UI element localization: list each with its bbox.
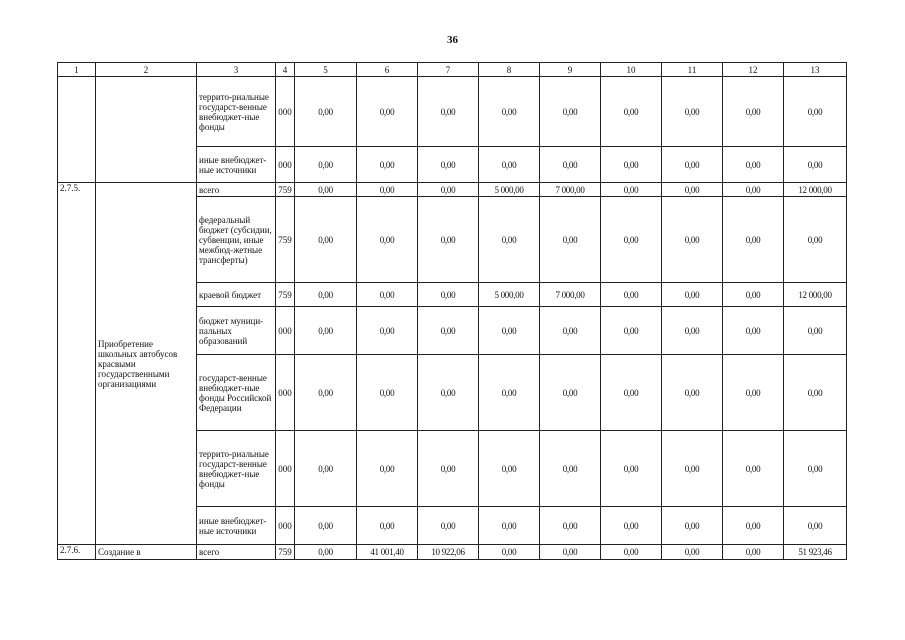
column-header: 7 bbox=[418, 63, 479, 77]
value-cell: 0,00 bbox=[479, 545, 540, 560]
value-cell: 0,00 bbox=[662, 77, 723, 147]
value-cell: 0,00 bbox=[723, 545, 784, 560]
value-cell: 7 000,00 bbox=[540, 283, 601, 307]
code-cell: 000 bbox=[276, 307, 295, 355]
value-cell: 0,00 bbox=[418, 283, 479, 307]
funding-source: федеральный бюджет (субсидии, субвенции, иные межбюд-жетные трансферты) bbox=[197, 197, 276, 283]
value-cell: 0,00 bbox=[784, 147, 847, 183]
value-cell: 0,00 bbox=[418, 197, 479, 283]
value-cell: 0,00 bbox=[784, 197, 847, 283]
value-cell: 0,00 bbox=[723, 283, 784, 307]
funding-source: иные внебюджет-ные источники bbox=[197, 507, 276, 545]
code-cell bbox=[58, 77, 96, 183]
value-cell: 0,00 bbox=[540, 507, 601, 545]
value-cell: 0,00 bbox=[295, 197, 357, 283]
value-cell: 7 000,00 bbox=[540, 183, 601, 197]
value-cell: 41 001,40 bbox=[357, 545, 418, 560]
table-row bbox=[58, 77, 847, 147]
value-cell: 0,00 bbox=[295, 431, 357, 507]
funding-source: иные внебюджет-ные источники bbox=[197, 147, 276, 183]
value-cell: 0,00 bbox=[723, 507, 784, 545]
value-cell: 0,00 bbox=[540, 147, 601, 183]
table-row bbox=[58, 183, 847, 197]
value-cell: 0,00 bbox=[479, 307, 540, 355]
value-cell: 0,00 bbox=[540, 197, 601, 283]
value-cell: 0,00 bbox=[784, 77, 847, 147]
value-cell: 0,00 bbox=[540, 431, 601, 507]
code-cell: 759 bbox=[276, 545, 295, 560]
value-cell: 0,00 bbox=[540, 545, 601, 560]
code-cell: 000 bbox=[276, 431, 295, 507]
value-cell: 0,00 bbox=[601, 431, 662, 507]
funding-source: бюджет муници-пальных образований bbox=[197, 307, 276, 355]
value-cell: 0,00 bbox=[357, 355, 418, 431]
value-cell: 0,00 bbox=[357, 307, 418, 355]
value-cell: 0,00 bbox=[357, 197, 418, 283]
value-cell: 0,00 bbox=[601, 77, 662, 147]
code-cell: 000 bbox=[276, 507, 295, 545]
column-header: 8 bbox=[479, 63, 540, 77]
value-cell: 0,00 bbox=[357, 77, 418, 147]
value-cell: 0,00 bbox=[295, 283, 357, 307]
value-cell: 0,00 bbox=[479, 355, 540, 431]
funding-source: террито-риальные государст-венные внебюджет-ные фонды bbox=[197, 77, 276, 147]
item-code: 2.7.6. bbox=[58, 545, 96, 560]
value-cell: 0,00 bbox=[723, 431, 784, 507]
value-cell: 0,00 bbox=[601, 307, 662, 355]
value-cell: 0,00 bbox=[418, 507, 479, 545]
value-cell: 0,00 bbox=[295, 183, 357, 197]
value-cell: 0,00 bbox=[662, 147, 723, 183]
code-cell: 759 bbox=[276, 183, 295, 197]
page-number: 36 bbox=[447, 34, 458, 46]
value-cell: 0,00 bbox=[723, 147, 784, 183]
value-cell: 0,00 bbox=[723, 183, 784, 197]
value-cell: 0,00 bbox=[601, 507, 662, 545]
value-cell: 0,00 bbox=[357, 431, 418, 507]
value-cell: 0,00 bbox=[295, 545, 357, 560]
value-cell: 5 000,00 bbox=[479, 283, 540, 307]
value-cell: 0,00 bbox=[601, 183, 662, 197]
code-cell: 000 bbox=[276, 355, 295, 431]
value-cell: 0,00 bbox=[295, 147, 357, 183]
value-cell: 0,00 bbox=[418, 355, 479, 431]
table-row bbox=[58, 545, 847, 560]
value-cell: 0,00 bbox=[723, 307, 784, 355]
value-cell: 0,00 bbox=[295, 507, 357, 545]
value-cell: 0,00 bbox=[295, 307, 357, 355]
value-cell: 0,00 bbox=[601, 283, 662, 307]
value-cell: 0,00 bbox=[418, 431, 479, 507]
funding-source: всего bbox=[197, 183, 276, 197]
value-cell: 5 000,00 bbox=[479, 183, 540, 197]
value-cell: 0,00 bbox=[723, 77, 784, 147]
value-cell: 0,00 bbox=[418, 307, 479, 355]
value-cell: 0,00 bbox=[662, 507, 723, 545]
value-cell: 0,00 bbox=[662, 545, 723, 560]
name-cell bbox=[96, 77, 197, 183]
value-cell: 12 000,00 bbox=[784, 183, 847, 197]
value-cell: 0,00 bbox=[357, 507, 418, 545]
value-cell: 0,00 bbox=[601, 545, 662, 560]
column-header: 12 bbox=[723, 63, 784, 77]
value-cell: 51 923,46 bbox=[784, 545, 847, 560]
item-name: Создание в bbox=[96, 545, 197, 560]
value-cell: 0,00 bbox=[418, 77, 479, 147]
code-cell: 759 bbox=[276, 197, 295, 283]
value-cell: 0,00 bbox=[540, 355, 601, 431]
column-header: 4 bbox=[276, 63, 295, 77]
value-cell: 0,00 bbox=[479, 147, 540, 183]
column-header: 3 bbox=[197, 63, 276, 77]
value-cell: 0,00 bbox=[357, 147, 418, 183]
value-cell: 0,00 bbox=[662, 283, 723, 307]
item-code: 2.7.5. bbox=[58, 183, 96, 545]
value-cell: 0,00 bbox=[295, 355, 357, 431]
value-cell: 0,00 bbox=[662, 355, 723, 431]
value-cell: 0,00 bbox=[418, 183, 479, 197]
column-header: 6 bbox=[357, 63, 418, 77]
value-cell: 0,00 bbox=[479, 197, 540, 283]
value-cell: 0,00 bbox=[357, 183, 418, 197]
header-row bbox=[58, 63, 847, 77]
column-header: 10 bbox=[601, 63, 662, 77]
value-cell: 0,00 bbox=[540, 307, 601, 355]
value-cell: 0,00 bbox=[723, 197, 784, 283]
value-cell: 0,00 bbox=[479, 507, 540, 545]
budget-table bbox=[57, 62, 847, 560]
value-cell: 0,00 bbox=[784, 431, 847, 507]
funding-source: всего bbox=[197, 545, 276, 560]
column-header: 11 bbox=[662, 63, 723, 77]
funding-source: террито-риальные государст-венные внебюджет-ные фонды bbox=[197, 431, 276, 507]
value-cell: 0,00 bbox=[784, 307, 847, 355]
value-cell: 0,00 bbox=[418, 147, 479, 183]
value-cell: 0,00 bbox=[662, 183, 723, 197]
column-header: 9 bbox=[540, 63, 601, 77]
value-cell: 0,00 bbox=[357, 283, 418, 307]
item-name: Приобретение школьных автобусов красвыми государственными организациями bbox=[96, 183, 197, 545]
value-cell: 0,00 bbox=[784, 355, 847, 431]
value-cell: 10 922,06 bbox=[418, 545, 479, 560]
value-cell: 0,00 bbox=[662, 307, 723, 355]
funding-source: краевой бюджет bbox=[197, 283, 276, 307]
value-cell: 12 000,00 bbox=[784, 283, 847, 307]
value-cell: 0,00 bbox=[479, 77, 540, 147]
value-cell: 0,00 bbox=[295, 77, 357, 147]
value-cell: 0,00 bbox=[540, 77, 601, 147]
code-cell: 000 bbox=[276, 147, 295, 183]
value-cell: 0,00 bbox=[601, 147, 662, 183]
funding-source: государст-венные внебюджет-ные фонды Российской Федерации bbox=[197, 355, 276, 431]
column-header: 5 bbox=[295, 63, 357, 77]
code-cell: 000 bbox=[276, 77, 295, 147]
column-header: 2 bbox=[96, 63, 197, 77]
column-header: 13 bbox=[784, 63, 847, 77]
value-cell: 0,00 bbox=[479, 431, 540, 507]
code-cell: 759 bbox=[276, 283, 295, 307]
column-header: 1 bbox=[58, 63, 96, 77]
value-cell: 0,00 bbox=[723, 355, 784, 431]
value-cell: 0,00 bbox=[601, 197, 662, 283]
value-cell: 0,00 bbox=[784, 507, 847, 545]
value-cell: 0,00 bbox=[662, 431, 723, 507]
value-cell: 0,00 bbox=[601, 355, 662, 431]
value-cell: 0,00 bbox=[662, 197, 723, 283]
